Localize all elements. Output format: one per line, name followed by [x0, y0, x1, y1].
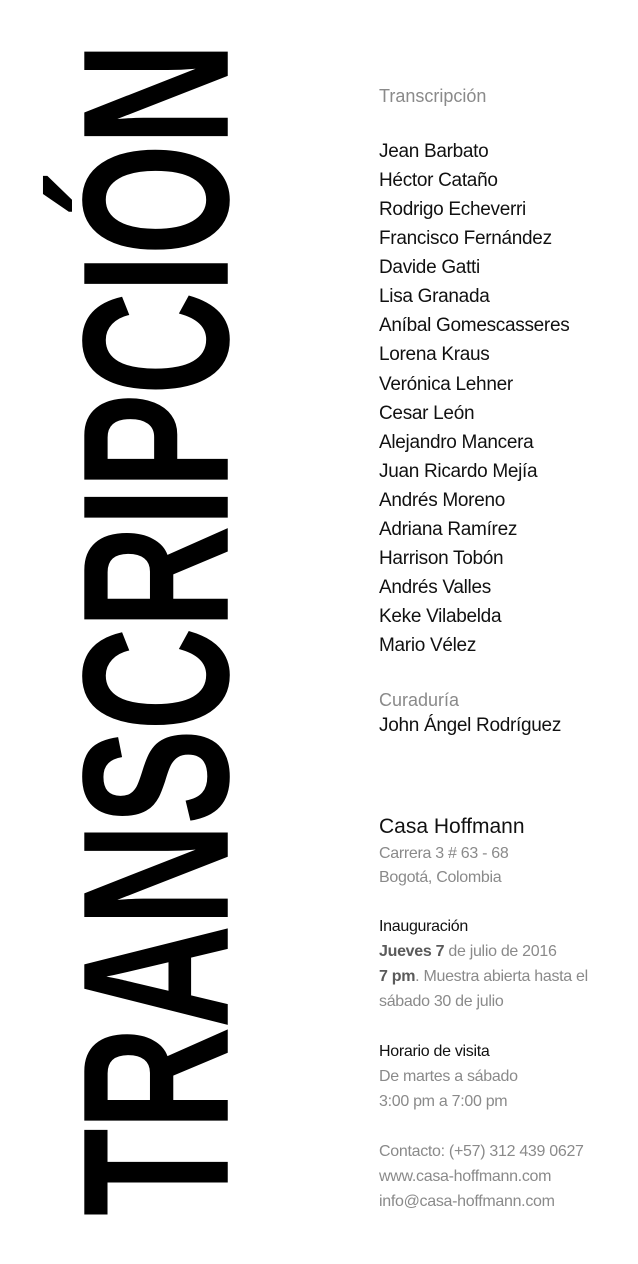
artist-name: Davide Gatti — [379, 257, 480, 278]
artist-name: Aníbal Gomescasseres — [379, 315, 570, 336]
opening-label: Inauguración — [379, 918, 468, 935]
opening-until: sábado 30 de julio — [379, 993, 504, 1010]
venue-name: Casa Hoffmann — [379, 815, 525, 838]
venue-address-line1: Carrera 3 # 63 - 68 — [379, 845, 509, 862]
artist-name: Cesar León — [379, 403, 475, 424]
exhibition-title: TRANSCRIPCIÓN — [40, 43, 273, 1217]
artist-name: Francisco Fernández — [379, 228, 552, 249]
hours-days: De martes a sábado — [379, 1068, 518, 1085]
artist-name: Andrés Valles — [379, 577, 491, 598]
section-label: Transcripción — [379, 86, 487, 106]
artist-name: Mario Vélez — [379, 635, 477, 656]
artist-name: Harrison Tobón — [379, 548, 504, 569]
artist-name: Verónica Lehner — [379, 374, 513, 395]
contact-phone: Contacto: (+57) 312 439 0627 — [379, 1143, 584, 1160]
opening-date — [379, 943, 557, 961]
artist-name: Rodrigo Echeverri — [379, 199, 526, 220]
opening-time-rest: . Muestra abierta hasta el — [415, 968, 588, 985]
artist-name: Juan Ricardo Mejía — [379, 461, 538, 482]
artist-name: Héctor Cataño — [379, 170, 498, 191]
opening-time-hour: 7 pm — [379, 968, 416, 985]
curation-label: Curaduría — [379, 690, 460, 710]
artist-name: Jean Barbato — [379, 141, 489, 162]
artist-name: Andrés Moreno — [379, 490, 506, 511]
contact-email[interactable]: info@casa-hoffmann.com — [379, 1193, 555, 1210]
title-wrapper — [40, 40, 273, 1220]
contact-web[interactable]: www.casa-hoffmann.com — [379, 1168, 552, 1185]
artist-name: Lisa Granada — [379, 286, 490, 307]
artist-name: Keke Vilabelda — [379, 606, 502, 627]
opening-day: Jueves 7 — [379, 943, 445, 960]
opening-date-rest: de julio de 2016 — [444, 943, 557, 960]
curator-name: John Ángel Rodríguez — [379, 715, 562, 736]
opening-time — [379, 968, 588, 986]
artist-name: Lorena Kraus — [379, 344, 490, 365]
venue-address-line2: Bogotá, Colombia — [379, 869, 502, 886]
artist-name: Adriana Ramírez — [379, 519, 518, 540]
hours-time: 3:00 pm a 7:00 pm — [379, 1093, 508, 1110]
artist-name: Alejandro Mancera — [379, 432, 534, 453]
hours-label: Horario de visita — [379, 1043, 490, 1060]
